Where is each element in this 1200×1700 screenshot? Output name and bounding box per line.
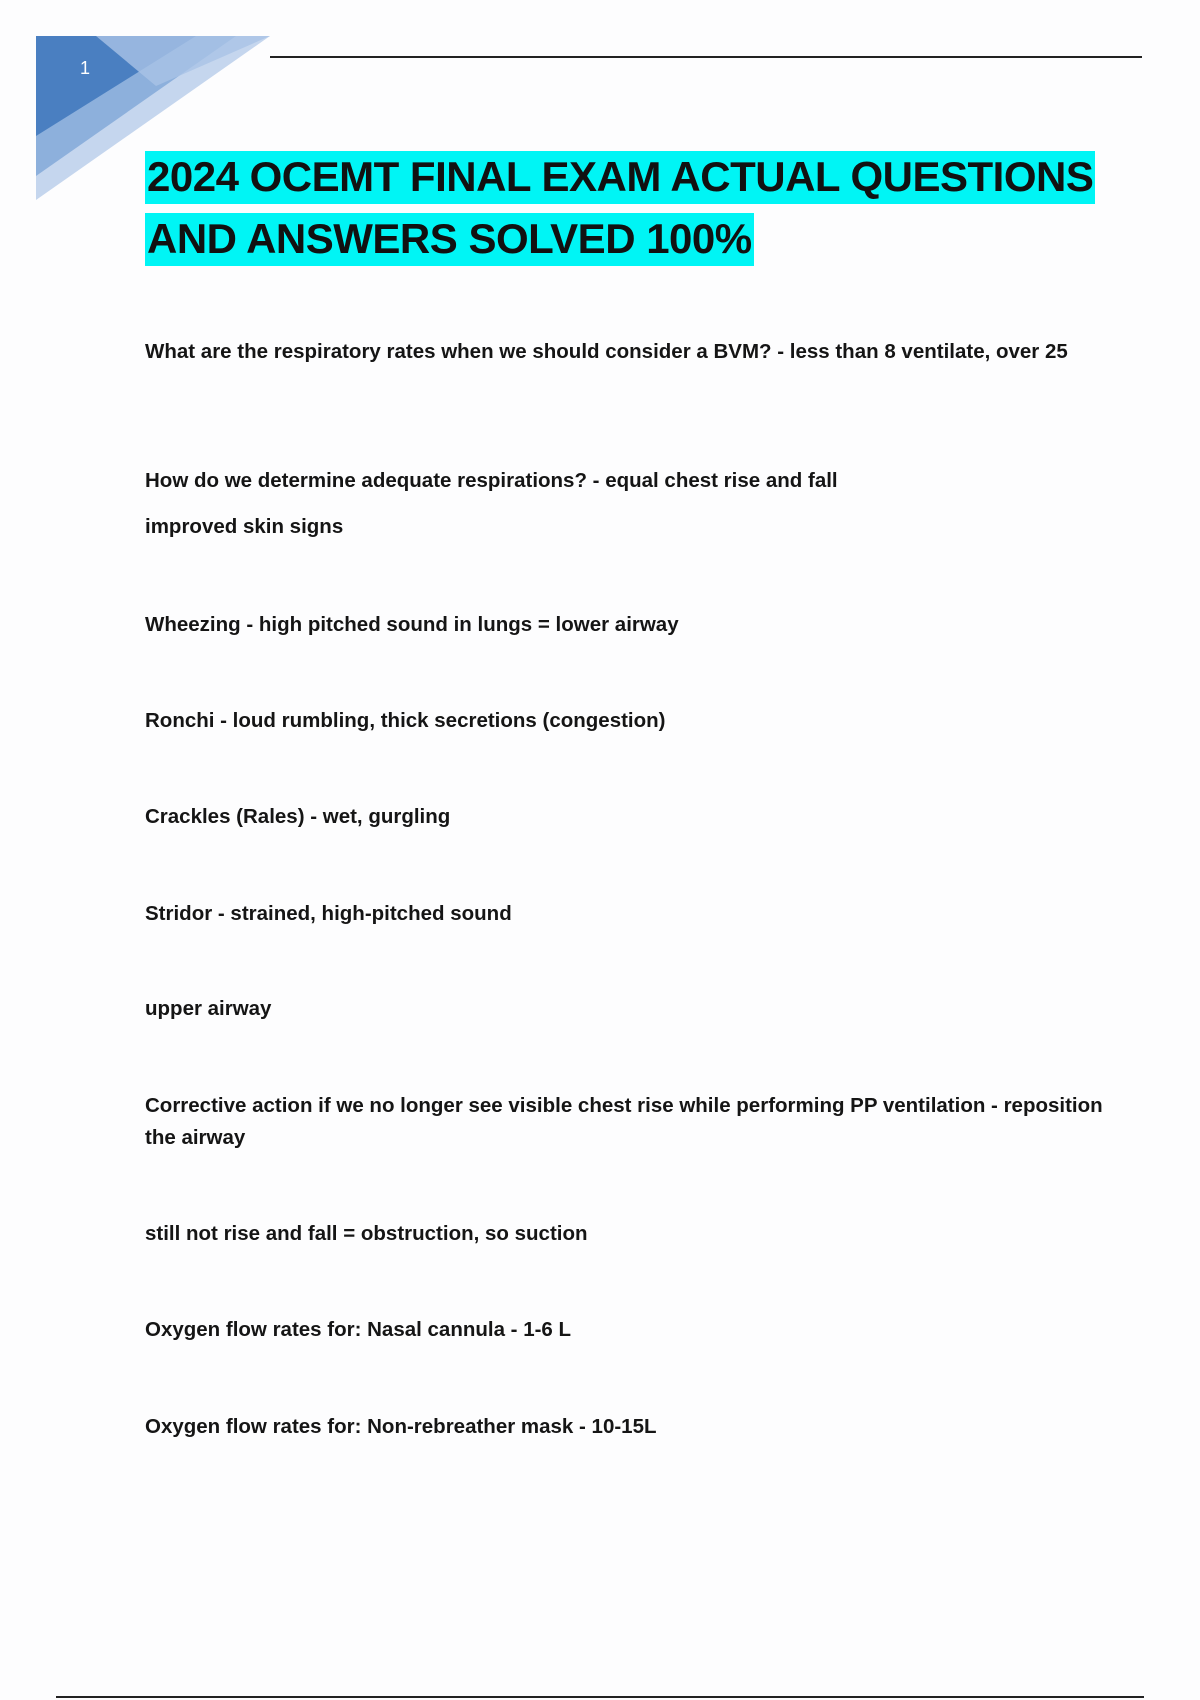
qa-item: What are the respiratory rates when we should consider a BVM? - less than 8 ventilate, over 25 [145, 340, 1068, 363]
footer-rule [56, 1696, 1144, 1698]
qa-item: upper airway [145, 997, 272, 1020]
document-title [145, 146, 1125, 270]
qa-item: Stridor - strained, high-pitched sound [145, 902, 512, 925]
qa-item: Oxygen flow rates for: Non-rebreather mask - 10-15L [145, 1415, 657, 1438]
title-line-1: 2024 OCEMT FINAL EXAM ACTUAL QUESTIONS [145, 151, 1095, 204]
qa-item: Crackles (Rales) - wet, gurgling [145, 805, 451, 828]
qa-item: Corrective action if we no longer see visible chest rise while performing PP ventilation - reposition the airway [145, 1094, 1103, 1149]
qa-item: Ronchi - loud rumbling, thick secretions (congestion) [145, 709, 666, 732]
qa-item: How do we determine adequate respirations? - equal chest rise and fall [145, 469, 838, 492]
qa-item: Wheezing - high pitched sound in lungs = lower airway [145, 613, 679, 636]
header-rule [270, 56, 1142, 58]
qa-item: improved skin signs [145, 515, 344, 538]
qa-item: still not rise and fall = obstruction, so suction [145, 1222, 588, 1245]
page-number: 1 [80, 58, 91, 78]
title-line-2: AND ANSWERS SOLVED 100% [145, 213, 754, 266]
qa-item: Oxygen flow rates for: Nasal cannula - 1-6 L [145, 1318, 572, 1341]
